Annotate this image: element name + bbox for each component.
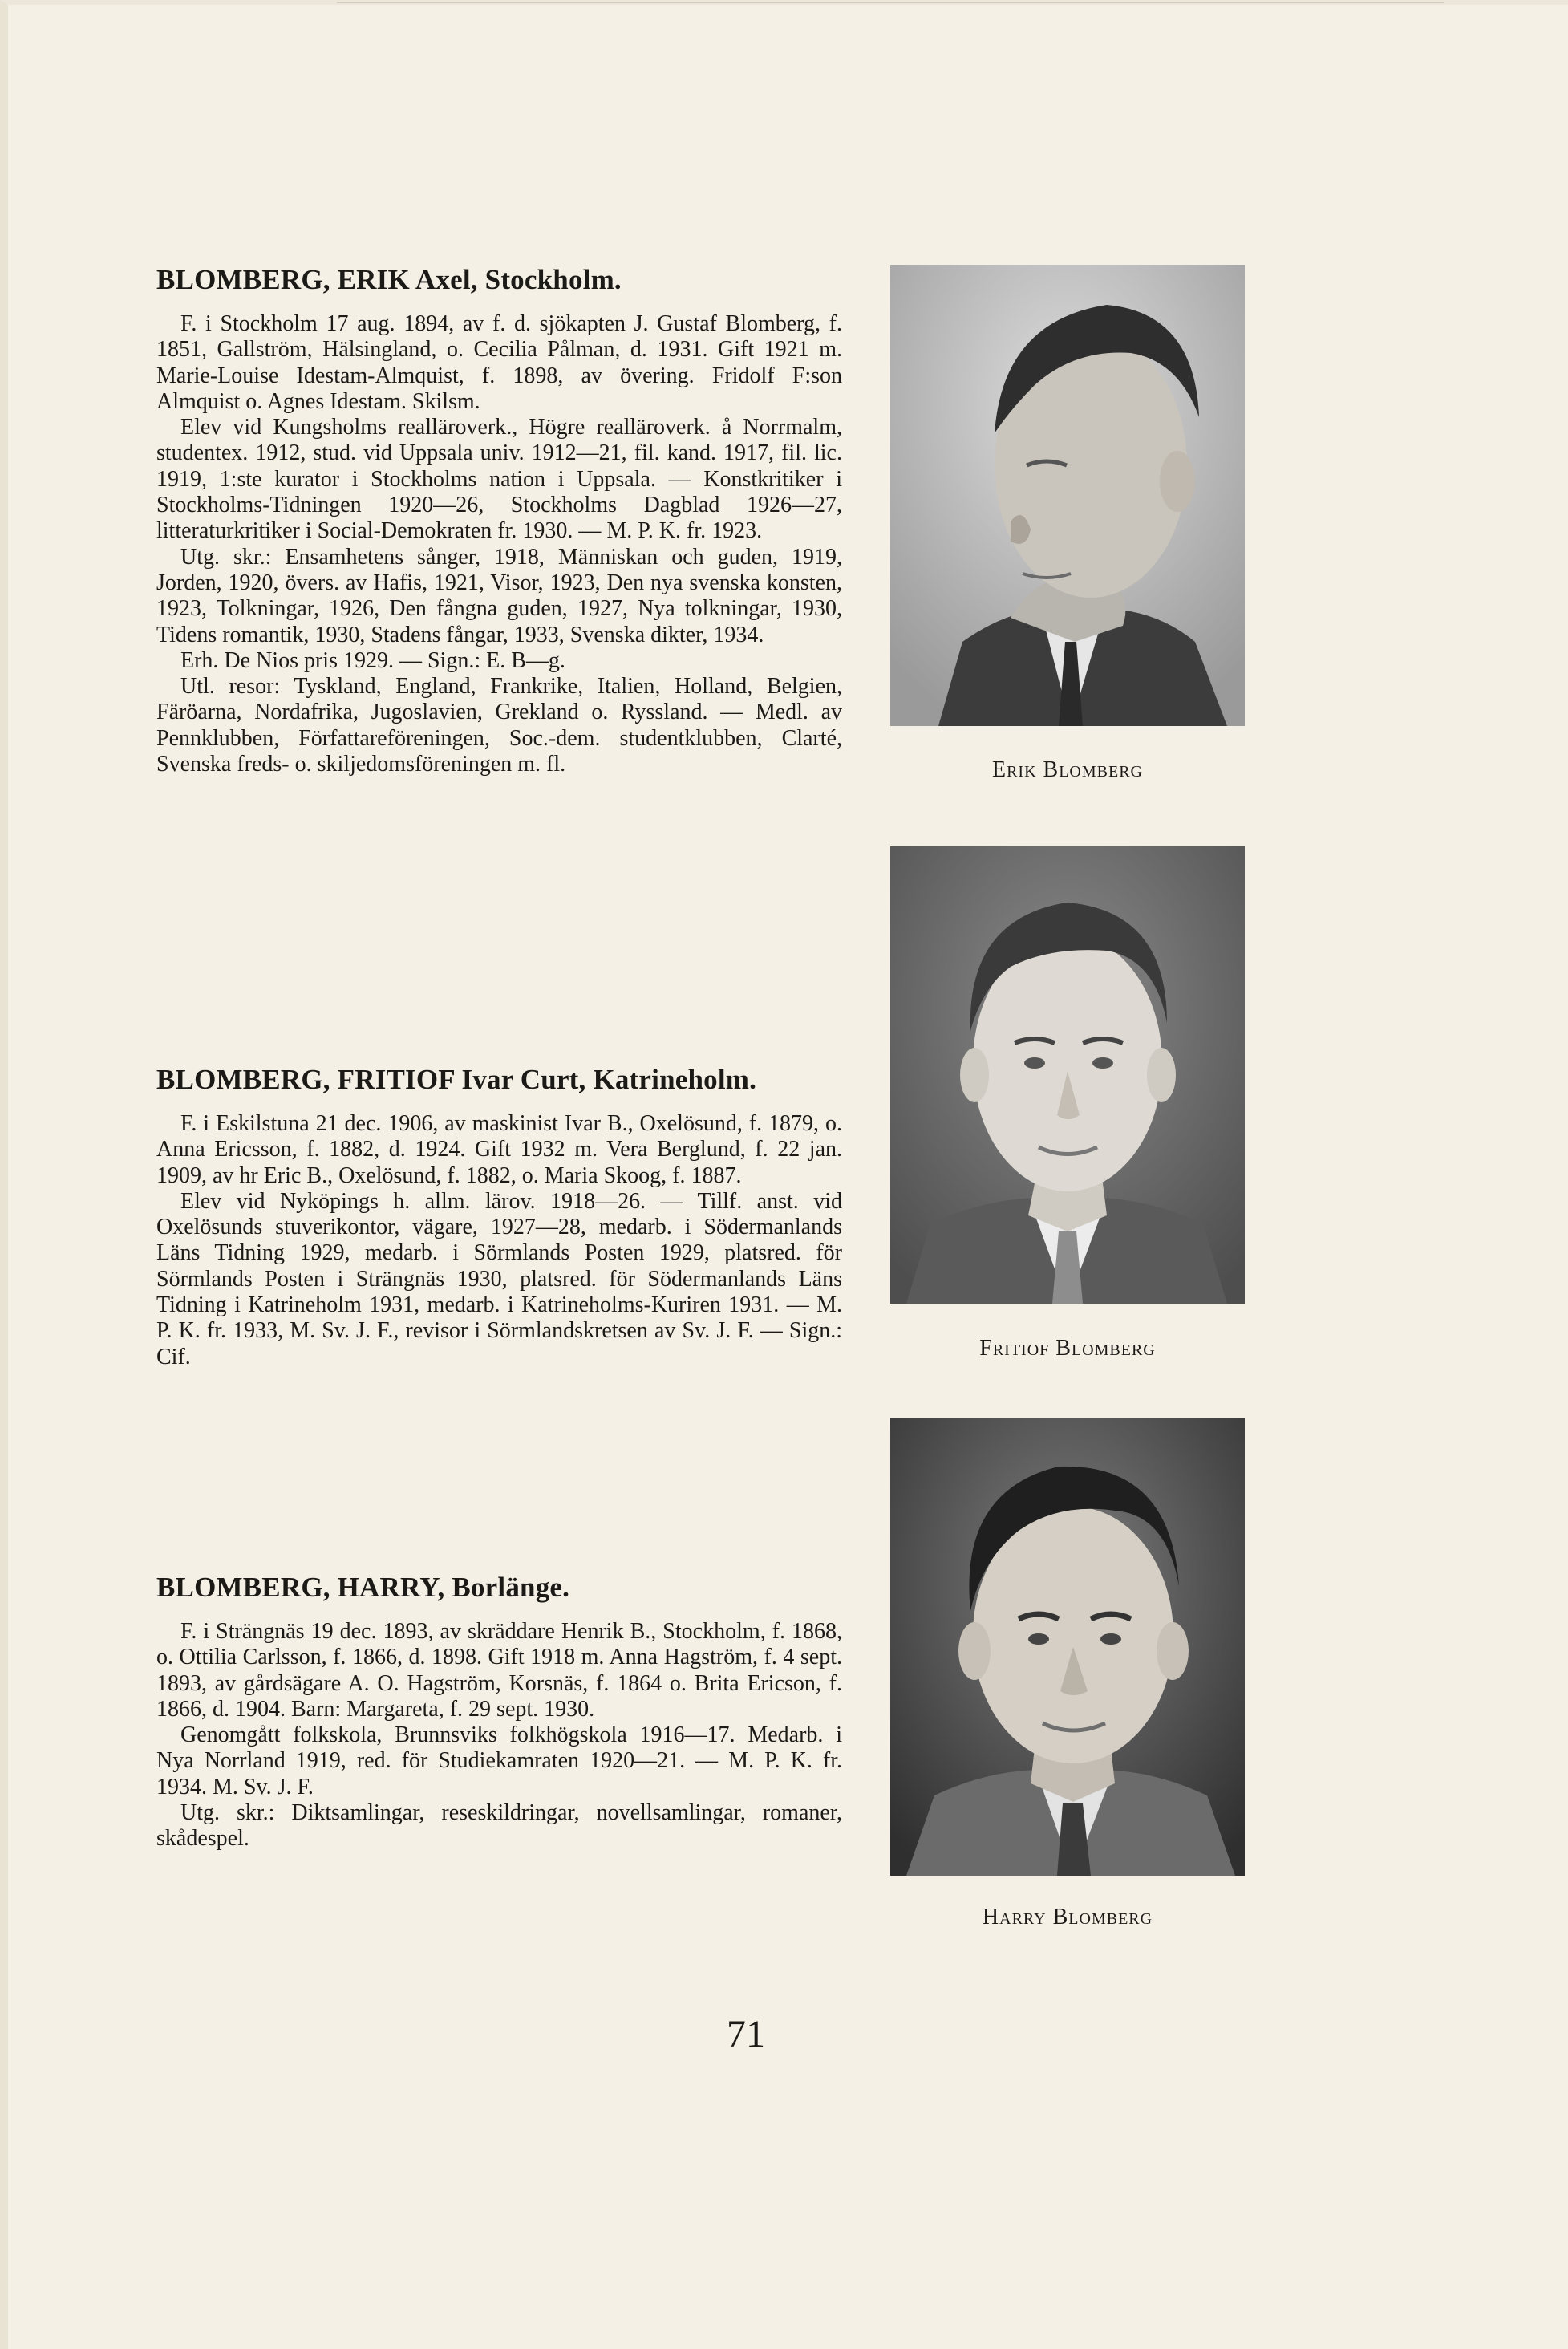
portrait-photo-harry bbox=[890, 1418, 1245, 1876]
portrait-erik-image bbox=[890, 265, 1245, 726]
biography-entry-harry bbox=[156, 1571, 842, 1852]
photo-caption: Harry Blomberg bbox=[982, 1905, 1153, 1929]
biography-entry-fritiof bbox=[156, 1063, 842, 1370]
page-number: 71 bbox=[727, 2013, 765, 2055]
portrait-photo-erik bbox=[890, 265, 1245, 726]
portrait-photo-fritiof bbox=[890, 846, 1245, 1304]
entry-paragraph: Genomgått folkskola, Brunnsviks folkhögskola 1916—17. Medarb. i Nya Norrland 1919, red. för Studiekamraten 1920—21. — M. P. K. fr. 1934. M. Sv. J. F. bbox=[156, 1722, 842, 1799]
entry-paragraph: Elev vid Kungsholms realläroverk., Högre realläroverk. å Norrmalm, studentex. 1912, stud. vid Uppsala univ. 1912—21, fil. kand. 1917, fil. lic. 1919, 1:ste kurator i Stockholms nation i Uppsala. — Konstkritiker i Stockholms-Tidningen 1920—26, Stockholms Dagblad 1926—27, litteraturkritiker i Social-Demokraten fr. 1930. — M. P. K. fr. 1923. bbox=[156, 415, 842, 544]
entry-heading: BLOMBERG, FRITIOF Ivar Curt, Katrineholm. bbox=[156, 1064, 757, 1095]
portrait-harry-image bbox=[890, 1418, 1245, 1876]
entry-paragraph: Elev vid Nyköpings h. allm. lärov. 1918—26. — Tillf. anst. vid Oxelösunds stuverikontor, vägare, 1927—28, medarb. i Södermanlands Läns Tidning 1929, medarb. i Sörmlands Posten 1929, platsred. för Sörmlands Posten i Strängnäs 1930, platsred. för Södermanlands Läns Tidning i Katrineholm 1931, medarb. i Katrineholms-Kuriren 1931. — M. P. K. fr. 1933, M. Sv. J. F., revisor i Sörmlandskretsen av Sv. J. F. — Sign.: Cif. bbox=[156, 1188, 842, 1369]
entry-paragraph: Utg. skr.: Diktsamlingar, reseskildringar, novellsamlingar, romaner, skådespel. bbox=[156, 1800, 842, 1852]
entry-paragraph: F. i Strängnäs 19 dec. 1893, av skräddare Henrik B., Stockholm, f. 1868, o. Ottilia Carlsson, f. 1866, d. 1898. Gift 1918 m. Anna Hagström, f. 4 sept. 1893, av gårdsägare A. O. Hagström, Korsnäs, f. 1864 o. Brita Ericson, f. 1866, d. 1904. Barn: Margareta, f. 29 sept. 1930. bbox=[156, 1619, 842, 1722]
photo-caption: Fritiof Blomberg bbox=[979, 1336, 1156, 1361]
entry-paragraph: Utl. resor: Tyskland, England, Frankrike, Italien, Holland, Belgien, Färöarna, Nordafrika, Jugoslavien, Grekland o. Ryssland. — Medl. av Pennklubben, Författareföreningen, Soc.-dem. studentklubben, Clarté, Svenska freds- o. skiljedomsföreningen m. fl. bbox=[156, 674, 842, 777]
entry-paragraph: Erh. De Nios pris 1929. — Sign.: E. B—g. bbox=[180, 647, 565, 673]
page-top-rule bbox=[337, 2, 1444, 3]
entry-heading: BLOMBERG, ERIK Axel, Stockholm. bbox=[156, 264, 622, 295]
entry-heading: BLOMBERG, HARRY, Borlänge. bbox=[156, 1572, 570, 1603]
photo-caption: Erik Blomberg bbox=[991, 757, 1143, 782]
portrait-fritiof-image bbox=[890, 846, 1245, 1304]
biography-entry-erik bbox=[156, 263, 842, 777]
entry-paragraph: Utg. skr.: Ensamhetens sånger, 1918, Människan och guden, 1919, Jorden, 1920, övers. av Hafis, 1921, Visor, 1923, Den nya svenska konsten, 1923, Tolkningar, 1926, Den fångna guden, 1927, Nya tolkningar, 1930, Tidens romantik, 1930, Stadens fångar, 1933, Svenska dikter, 1934. bbox=[156, 544, 842, 647]
entry-paragraph: F. i Eskilstuna 21 dec. 1906, av maskinist Ivar B., Oxelösund, f. 1879, o. Anna Ericsson, f. 1882, d. 1924. Gift 1932 m. Vera Berglund, f. 22 jan. 1909, av hr Eric B., Oxelösund, f. 1882, o. Maria Skoog, f. 1887. bbox=[156, 1111, 842, 1188]
entry-paragraph: F. i Stockholm 17 aug. 1894, av f. d. sjökapten J. Gustaf Blomberg, f. 1851, Gallström, Hälsingland, o. Cecilia Pålman, d. 1931. Gift 1921 m. Marie-Louise Idestam-Almquist, f. 1898, av övering. Fridolf F:son Almquist o. Agnes Idestam. Skilsm. bbox=[156, 311, 842, 414]
